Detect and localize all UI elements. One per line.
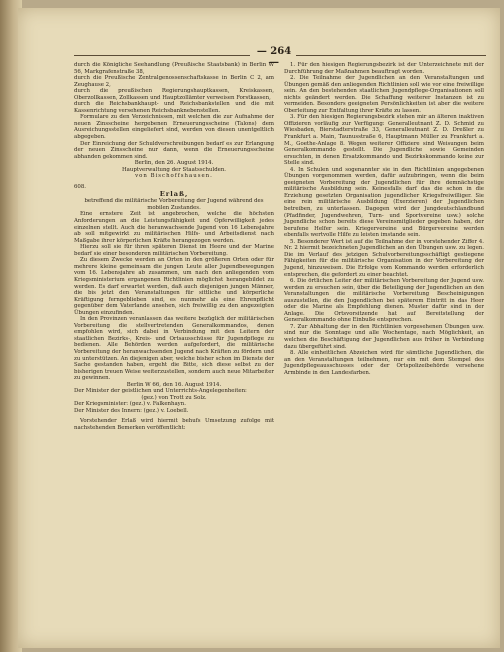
left-column-paragraph: Der Minister des Innern: (gez.) v. Loebell.	[74, 407, 189, 414]
left-column-paragraph: 608.	[74, 183, 87, 190]
right-column-paragraph: 3. Für den hiesigen Regierungsbezirk stehen mir an älteren inaktiven Offizieren vorläufig zur Verfügung: Generalleutnant Z. D. Schmid zu Wiesbaden, Bierstadterstraße 33, Generalleutnant Z. D. Dreßler zu Frankfurt a. Main, Taunusstraße 6, Hauptmann Müller zu Frankfurt a. M., Goethe-Anlage 8. Wegen weiterer Offiziere sind Weisungen beim Generalkommando gestellt. Die Jugendliche sowie Gemeinden ersuchten, in denen Ersatzkommando und Bezirkskommando keine zur Stelle sind.	[284, 114, 484, 167]
right-column	[284, 62, 484, 376]
left-column-paragraph: von Bischoffshausen.	[135, 173, 213, 180]
left-column-paragraph: Berlin, den 26. August 1914.	[134, 160, 214, 167]
left-column	[74, 62, 274, 432]
left-column-paragraph: Hauptverwaltung der Staatsschulden.	[121, 166, 227, 173]
right-column-paragraph: 1. Für den hiesigen Regierungsbezirk ist der Unterzeichnete mit der Durchführung der Maßnahmen beauftragt worden.	[284, 62, 484, 75]
header-rule-left	[74, 55, 250, 56]
left-column-paragraph: Der Kriegsminister: (gez.) v. Falkenhayn.	[74, 401, 186, 408]
right-column-paragraph: 8. Alle einheitlichen Abzeichen wird für sämtliche Jugendlichen, die an den Veranstaltungen teilnehmen, nur ein mit dem Stempel des Jugendpflegeausschusses oder der Ortspolizeibehörde versehene Armbinde in den Landesfarben.	[284, 350, 484, 376]
left-column-paragraph: betreffend die militärische Vorbereitung der Jugend während des mobilen Zustandes.	[84, 198, 264, 211]
left-column-paragraph: durch die Königliche Seehandlung (Preußische Staatsbank) in Berlin W 56, Markgrafenstraße 38,	[74, 62, 274, 75]
left-column-paragraph: durch die Preußische Zentralgenossenschaftskasse in Berlin C 2, am Zeughause 2,	[74, 75, 274, 88]
left-column-paragraph: Formulare zu den Verzeichnissen, mit welchen die zur Aufnahme der neuen Zinsscheine hergebenen Erneuerungsscheine (Talons) dem Ausreichungsstellen eingeliefert sind, werden von diesen unentgeltlich abgegeben.	[74, 114, 274, 141]
right-column-paragraph: 5. Besonderer Wert ist auf die Teilnahme der in vorstehender Ziffer 4. Nr. 2 hiermit bezeichneten Jugendlichen an den Übungen usw. zu legen. Die im Verlauf des jetzigen Schulvorbereitungsschäftigt gestiegene Fähigkeiten für die militärische Organisation in der Vorbereitung der Jugend, hinzuweisen. Die Erfolge vom Kommando werden erforderlich entsprechen, die gefordert zu einer beachtet.	[284, 238, 484, 278]
right-column-paragraph: 2. Die Teilnahme der Jugendlichen an den Veranstaltungen und Übungen gemäß den anliegenden Richtlinien soll wie vor eine freiwillige sein. An den bestehenden staatlichen Jugendpflege-Organisationen soll nichts geändert werden. Die Schaffung weiterer Instanzen ist zu vermeiden. Besonders geeigneten Persönlichkeiten ist aber die weitere Oberleitung zur Entfaltung ihrer Kräfte zu lassen.	[284, 75, 484, 114]
left-column-paragraph: Erlaß,	[159, 190, 189, 199]
header-rule-right	[296, 55, 486, 56]
right-column-paragraph: 4. In Schulen und sogenannter sie in den Richtlinien angegebenen Übungen vorgenommen werden, dafür aufzubringen, wenn die beim geeigneten Vorbereitung der Jugendlichen für ihre demnächstige militärische Ausbildung sein. Keinesfalls darf das die schon in die Erziehung gesetzten Organisation jugendlicher Kriegsfreiwilliger. Sie eine rein militärische Ausbildung (Exerzieren) der Jugendlichen betreiben, zu unterlassen. Dagegen wird der Jungdeutschlandbund (Pfadfinder, Jugendwehren, Turn- und Sportvereine usw.) solche Jugendliche schon bereits diese Vereinsmitglieder gegeben haben, der berufene Helfer sein. Kriegervereine und Bürgervereine werden ebenfalls wertvolle Hilfe zu leisten imstande sein.	[284, 166, 484, 239]
left-column-paragraph: durch die preußischen Regierungshauptkassen, Kreiskassen, Oberzollkassen, Zollkassen und Hauptzollämter verweisen Forstkassen,	[74, 88, 274, 101]
left-column-paragraph: In den Provinzen veranlassen das weitere bezüglich der militärischen Vorbereitung die stellvertretenden Generalkommandos, denen empfohlen wird, sich dabei in Verbindung mit den Leitern der staatlichen Bezirks-, Kreis- und Ortsausschüsse für Jugendpflege zu bedienen. Alle Behörden werden aufgefordert, die militärische Vorbereitung der heranwachsenden Jugend nach Kräften zu fördern und zu unterstützen. An diejenigen aber, welche bisher schon im Dienste der Sache gestanden haben, ergeht die Bitte, sich diese selbst zu der bisherigen treuen Weise weiterzustellen, sondern auch neue Mitarbeiter zu gewinnen.	[74, 316, 274, 382]
right-column-paragraph: 6. Die örtlichen Leiter der militärischen Vorbereitung der Jugend usw. werden zu ersuchen sein, über die Beteiligung der Jugendlichen an den Veranstaltungen die militärische Vorbereitung Bescheinigungen auszustellen, die den Jugendlichen bei späterem Eintritt in das Heer oder die Marine als Empfehlung dienen. Muster dafür sind in der Anlage. Die Ortsvorsitzende hat auf Bereitstellung der Generalkommando ohne Einbuße entsprechen.	[284, 278, 484, 324]
left-column-paragraph: (gez.) von Trott zu Solz.	[141, 394, 207, 401]
right-column-paragraph: 7. Zur Abhaltung der in den Richtlinien vorgesehenen Übungen usw. sind nur die Sonntage und alle Wochentage, nach Möglichkeit, an welchen die Beschäftigung der Jugendlichen aus früher in Verbindung dazu übergeführt sind.	[284, 323, 484, 350]
left-column-paragraph: Der Einreichung der Schuldverschreibungen bedarf es zur Erlangung der neuen Zinsscheine nur dann, wenn die Erneuerungsscheine abhanden gekommen sind.	[74, 140, 274, 160]
left-column-paragraph: Hierzu soll sie für ihren späteren Dienst im Heere und der Marine bedarf sie einer besonderen militärischen Vorbereitung.	[74, 244, 274, 257]
left-column-paragraph: Berlin W 66, den 16. August 1914.	[126, 381, 222, 388]
left-column-paragraph: Eine ernstere Zeit ist angebrochen, welche die höchsten Anforderungen an die Leistungsfähigkeit und Opferwilligkeit jedes einzelnen stellt. Auch die heranwachsende Jugend von 16 Lebensjahre ab soll mitgewirkt zu militärischen Hilfs- und Arbeitsdienst nach Maßgabe ihrer körperlichen Kräfte herangezogen werden.	[74, 211, 274, 244]
left-column-paragraph: Vorstehender Erlaß wird hiermit behufs Umsetzung zufolge mit nachstehenden Bemerken veröffentlicht:	[74, 418, 274, 431]
left-column-paragraph: Der Minister der geistlichen und Unterrichts-Angelegenheiten:	[74, 388, 247, 395]
left-column-paragraph: Zu diesem Zwecke werden an Orten in den größeren Orten oder für mehrere kleine gemeinsam die jungen Leute aller Jugendbewegungen vom 16. Lebensjahre ab zusammen, um nach den anliegenden vom Kriegsministerium ergangenen Richtlinien möglichst herangebildet zu werden. Es darf erwartet werden, daß auch diejenigen jungen Männer, die bis jetzt den Veranstaltungen für sittliche und körperliche Kräftigung ferngeblieben sind, es nunmehr als eine Ehrenpflicht gegenüber dem Vaterlande ansehen, sich freiwillig zu den angezeigten Übungen einzufinden.	[74, 257, 274, 316]
page-number: — 264 —	[256, 46, 292, 68]
left-column-paragraph: durch die Reichsbankhaupt- und Reichsbankstellen und die mit Kassenrichtung versehenen Reichsbanknebenstellen.	[74, 101, 274, 114]
